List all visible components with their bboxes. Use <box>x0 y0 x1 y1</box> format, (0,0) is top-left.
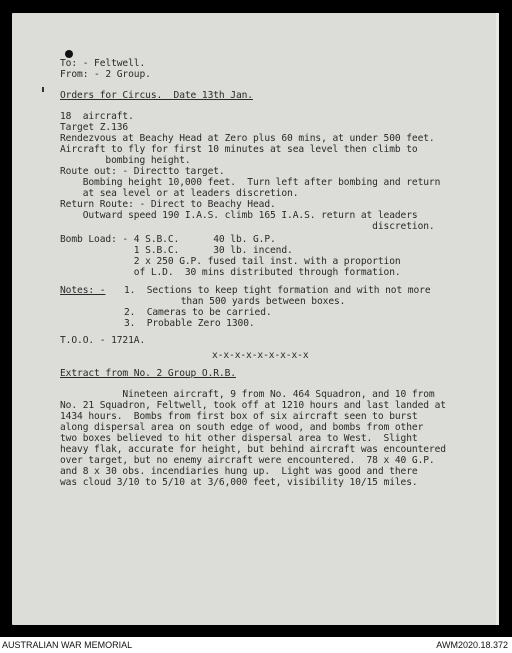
extract-line: heavy flak, accurate for height, but behind aircraft was encountered <box>60 444 446 455</box>
note-item: 1. Sections to keep tight formation and with not more <box>124 285 431 296</box>
body-line: 18 aircraft. <box>60 111 134 122</box>
body-line: Bomb Load: - 4 S.B.C. 40 lb. G.P. <box>60 234 276 245</box>
institution-label: AUSTRALIAN WAR MEMORIAL <box>2 640 133 650</box>
extract-line: two boxes believed to hit other dispersal area to West. Slight <box>60 433 418 444</box>
body-line: 2 x 250 G.P. fused tail inst. with a proportion <box>60 256 401 267</box>
extract-line: and 8 x 30 obs. incendiaries hung up. Light was good and there <box>60 466 418 477</box>
footer <box>0 637 512 653</box>
extract-line: over target, but no enemy aircraft were encountered. 78 x 40 G.P. <box>60 455 435 466</box>
margin-mark <box>42 87 44 92</box>
punch-hole <box>65 50 73 58</box>
extract-line: along dispersal area on south edge of wood, and bombs from other <box>60 422 424 433</box>
body-line: of L.D. 30 mins distributed through formation. <box>60 267 401 278</box>
from-line: From: - 2 Group. <box>60 69 151 80</box>
extract-heading: Extract from No. 2 Group O.R.B. <box>60 368 236 379</box>
body-line: at sea level or at leaders discretion. <box>60 188 299 199</box>
body-line: 1 S.B.C. 30 lb. incend. <box>60 245 293 256</box>
body-line: Return Route: - Direct to Beachy Head. <box>60 199 276 210</box>
note-item: 2. Cameras to be carried. <box>124 307 272 318</box>
body-line: Rendezvous at Beachy Head at Zero plus 60 mins, at under 500 feet. <box>60 133 435 144</box>
notes-label: Notes: - <box>60 285 106 296</box>
body-line: discretion. <box>60 221 435 232</box>
orders-heading: Orders for Circus. Date 13th Jan. <box>60 90 253 101</box>
extract-line: Nineteen aircraft, 9 from No. 464 Squadron, and 10 from <box>60 389 435 400</box>
body-line: Outward speed 190 I.A.S. climb 165 I.A.S. return at leaders <box>60 210 418 221</box>
document-page <box>12 13 499 625</box>
separator: x-x-x-x-x-x-x-x-x <box>212 350 309 361</box>
note-item: 3. Probable Zero 1300. <box>124 318 255 329</box>
body-line: Target Z.136 <box>60 122 129 133</box>
body-line: bombing height. <box>60 155 191 166</box>
extract-line: 1434 hours. Bombs from first box of six aircraft seen to burst <box>60 411 418 422</box>
body-line: Route out: - Directto target. <box>60 166 225 177</box>
body-line: Aircraft to fly for first 10 minutes at sea level then climb to <box>60 144 418 155</box>
reference-number: AWM2020.18.372 <box>436 640 508 650</box>
extract-line: No. 21 Squadron, Feltwell, took off at 1210 hours and last landed at <box>60 400 446 411</box>
too-line: T.O.O. - 1721A. <box>60 335 146 346</box>
body-line: Bombing height 10,000 feet. Turn left after bombing and return <box>60 177 441 188</box>
note-item: than 500 yards between boxes. <box>124 296 346 307</box>
to-line: To: - Feltwell. <box>60 58 146 69</box>
extract-line: was cloud 3/10 to 5/10 at 3/6,000 feet, visibility 10/15 miles. <box>60 477 418 488</box>
